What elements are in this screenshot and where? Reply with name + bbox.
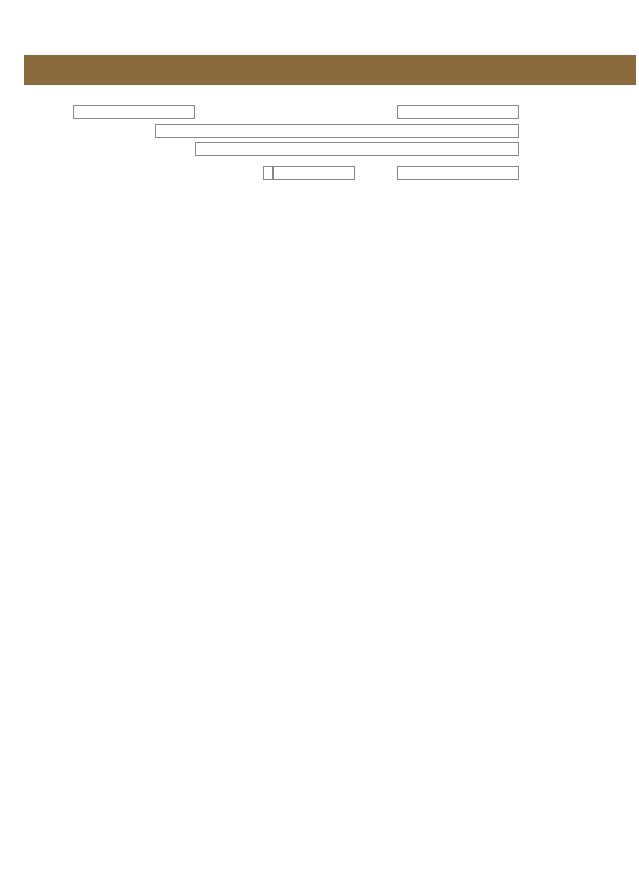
- creator-field: [195, 142, 519, 156]
- page-header: [24, 55, 636, 85]
- announce-field: [73, 105, 195, 119]
- deadline-time-field: [273, 166, 355, 180]
- need-number-field: [397, 105, 519, 119]
- buyer-org-field: [155, 124, 519, 138]
- deadline-date-field: [397, 166, 519, 180]
